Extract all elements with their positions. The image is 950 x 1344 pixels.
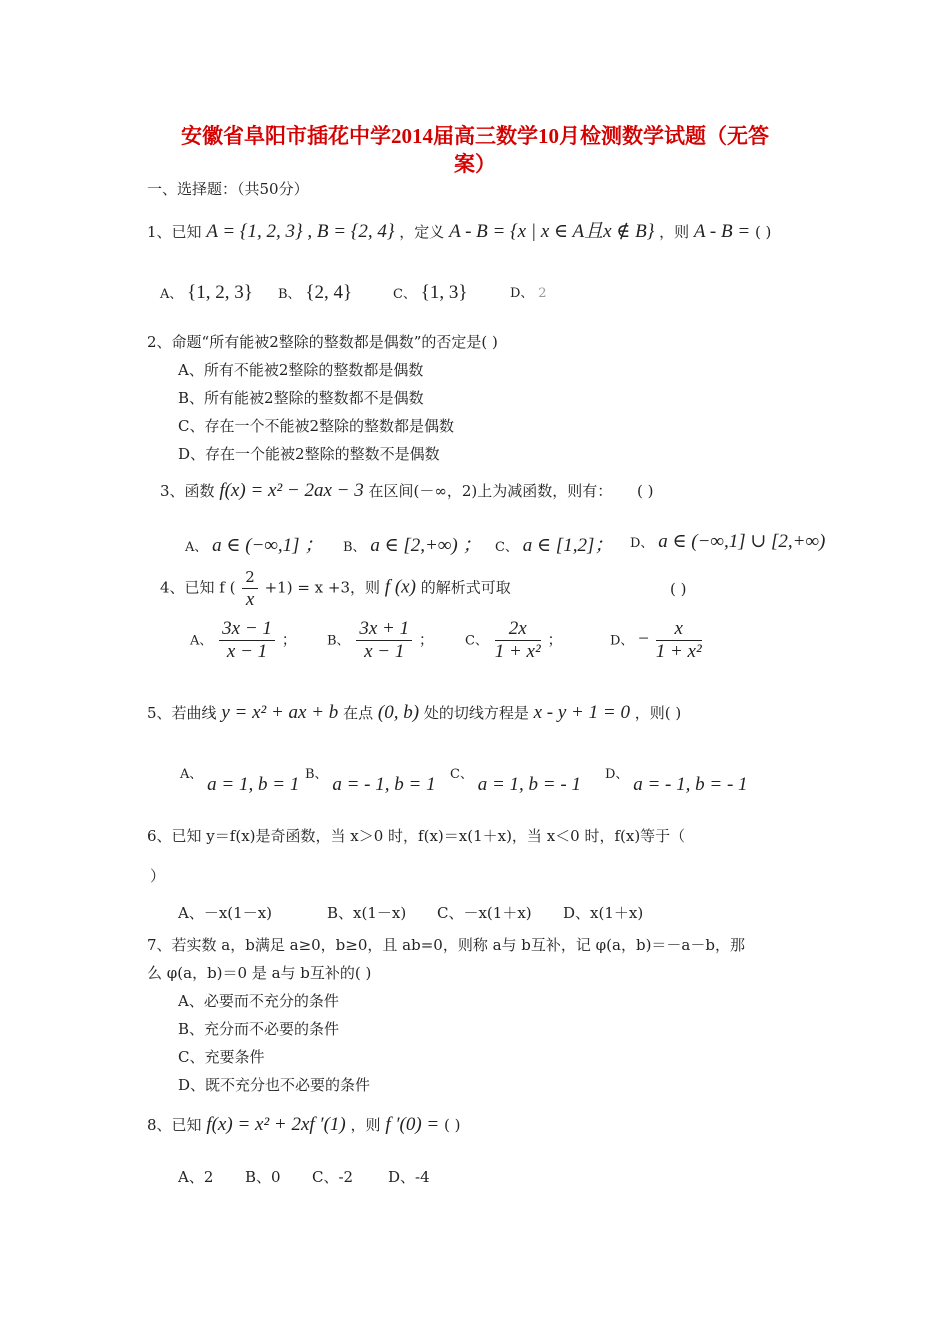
option-value: a ∈ (−∞,1] ；: [212, 535, 324, 556]
q4-option-b: [327, 618, 434, 663]
q4-suffix: 的解析式可取: [420, 578, 511, 597]
q6-option-c: C、－x(1＋x): [437, 904, 532, 922]
option-fraction: [219, 618, 275, 663]
q2-option-c: C、存在一个不能被2整除的整数都是偶数: [178, 417, 455, 435]
q4-fraction: [242, 566, 258, 611]
fraction-numerator: 3x + 1: [356, 618, 412, 641]
q4-mid: +1) = x +3，则: [264, 578, 381, 597]
q6-option-b: B、x(1－x): [327, 904, 407, 922]
option-label: A、: [190, 633, 213, 649]
option-label: C、: [495, 540, 518, 555]
q3-option-c: [495, 530, 613, 557]
q6-stem-close: ）: [150, 867, 166, 885]
q1-definition: A - B = {x | x ∈ A且x ∉ B}: [449, 221, 655, 242]
option-label: B、: [343, 540, 366, 555]
q4-option-d: [610, 618, 704, 663]
q8-option-b: B、0: [245, 1168, 281, 1186]
q5-suffix: ，则( ): [634, 704, 682, 722]
q5-mid2: 处的切线方程是: [423, 704, 529, 722]
q2-stem: 2、命题“所有能被2整除的整数都是偶数”的否定是( ): [147, 333, 498, 351]
q4-fx: f (x): [384, 576, 416, 598]
q8-answer-paren: ( ): [444, 1116, 461, 1134]
option-value: 2: [538, 286, 547, 301]
option-value: a ∈ [1,2]；: [522, 535, 614, 556]
fraction-denominator: x − 1: [364, 641, 405, 662]
option-label: A、: [185, 540, 208, 555]
q1-sets: A = {1, 2, 3} , B = {2, 4}: [206, 221, 395, 242]
q5-option-c: [450, 762, 581, 795]
q1-prefix: 1、已知: [147, 223, 202, 241]
q4-option-a: [190, 618, 297, 663]
q1-then: ，则: [659, 223, 690, 241]
q6-stem: 6、已知 y＝f(x)是奇函数，当 x＞0 时，f(x)＝x(1＋x)，当 x＜0 时，f(x)等于（: [147, 827, 686, 845]
option-tail: ；: [418, 630, 434, 649]
option-label: C、: [465, 633, 488, 649]
q7-stem-continued: 么 φ(a，b)＝0 是 a与 b互补的( ): [147, 964, 372, 982]
q1-option-d: [510, 282, 547, 301]
q5-point: (0, b): [377, 702, 420, 723]
page-title-continued: 案）: [454, 152, 496, 176]
q2-option-a: A、所有不能被2整除的整数都是偶数: [178, 361, 424, 379]
q5-stem: [147, 702, 681, 724]
fraction-denominator: 1 + x²: [494, 641, 541, 662]
option-label: B、: [305, 767, 328, 782]
fraction-numerator: x: [656, 618, 702, 641]
q5-mid: 在点: [343, 704, 374, 722]
fraction-numerator: 2x: [495, 618, 541, 641]
option-value: {1, 2, 3}: [187, 282, 253, 303]
q7-option-d: D、既不充分也不必要的条件: [178, 1076, 371, 1094]
option-label: A、: [160, 287, 183, 302]
q5-prefix: 5、若曲线: [147, 704, 217, 722]
option-fraction: [356, 618, 412, 663]
option-tail: ；: [281, 630, 297, 649]
q1-option-a: [160, 282, 253, 304]
q8-option-a: A、2: [178, 1168, 214, 1186]
q7-option-c: C、充要条件: [178, 1048, 265, 1066]
q8-ask: f ′(0) =: [385, 1114, 440, 1135]
q7-option-a: A、必要而不充分的条件: [178, 992, 339, 1010]
q8-option-c: C、-2: [312, 1168, 354, 1186]
section-heading: 一、选择题：（共50分）: [147, 180, 309, 198]
q1-define: ，定义: [399, 223, 445, 241]
q5-curve: y = x² + ax + b: [221, 702, 339, 723]
q5-option-a: [180, 762, 300, 795]
fraction-numerator: 3x − 1: [219, 618, 275, 641]
option-fraction: [495, 618, 541, 663]
q3-stem: [160, 480, 654, 502]
fraction-denominator: x: [245, 589, 255, 610]
q1-option-b: [278, 282, 352, 304]
option-label: D、: [605, 767, 629, 782]
option-fraction: [656, 618, 702, 663]
fraction-numerator: 2: [242, 566, 258, 589]
option-value: {2, 4}: [305, 282, 353, 303]
q8-stem: [147, 1114, 461, 1136]
q5-option-d: [605, 762, 748, 795]
q3-answer-paren: ( ): [637, 482, 654, 500]
q4-prefix: 4、已知 f (: [160, 578, 236, 597]
q6-option-a: A、－x(1－x): [178, 904, 272, 922]
option-tail: ；: [547, 630, 563, 649]
q1-option-c: [393, 282, 467, 304]
q7-option-b: B、充分而不必要的条件: [178, 1020, 340, 1038]
option-value: a = 1, b = - 1: [477, 774, 581, 795]
q2-option-b: B、所有能被2整除的整数都不是偶数: [178, 389, 424, 407]
q4-answer-paren: ( ): [670, 580, 687, 598]
option-value: a ∈ (−∞,1] ∪ [2,+∞): [658, 531, 826, 552]
option-label: D、: [630, 536, 654, 551]
q8-mid: ，则: [350, 1116, 381, 1134]
q3-option-a: [185, 530, 323, 557]
option-value: a ∈ [2,+∞) ；: [370, 535, 482, 556]
q8-function: f(x) = x² + 2xf ′(1): [206, 1114, 346, 1135]
option-value: a = 1, b = 1: [207, 774, 300, 795]
q8-prefix: 8、已知: [147, 1116, 202, 1134]
q5-tangent: x - y + 1 = 0: [533, 702, 630, 723]
q3-function: f(x) = x² − 2ax − 3: [219, 480, 364, 501]
fraction-denominator: x − 1: [226, 641, 268, 662]
q4-option-c: [465, 618, 562, 663]
q8-option-d: D、-4: [388, 1168, 430, 1186]
q3-prefix: 3、函数: [160, 482, 215, 500]
q1-stem: [147, 216, 771, 243]
fraction-denominator: 1 + x²: [655, 641, 702, 662]
option-label: D、: [610, 633, 634, 649]
q3-suffix: 在区间(－∞，2)上为减函数，则有：: [368, 482, 613, 500]
option-label: B、: [327, 633, 350, 649]
q4-stem: [160, 566, 511, 611]
option-sign: −: [638, 628, 649, 650]
option-value: a = - 1, b = - 1: [633, 774, 748, 795]
option-label: A、: [180, 767, 203, 782]
option-label: D、: [510, 286, 534, 301]
option-label: C、: [450, 767, 473, 782]
q5-option-b: [305, 762, 436, 795]
q6-option-d: D、x(1＋x): [563, 904, 644, 922]
q1-expression: A - B =: [693, 221, 751, 242]
q2-option-d: D、存在一个能被2整除的整数不是偶数: [178, 445, 440, 463]
q3-option-d: [630, 530, 825, 553]
option-value: {1, 3}: [420, 282, 468, 303]
option-label: B、: [278, 287, 301, 302]
option-value: a = - 1, b = 1: [332, 774, 436, 795]
q7-stem: 7、若实数 a，b满足 a≥0，b≥0，且 ab=0，则称 a与 b互补，记 φ(a，b)＝－a－b，那: [147, 936, 745, 954]
q1-answer-paren: ( ): [754, 223, 772, 241]
option-label: C、: [393, 287, 416, 302]
page-title: 安徽省阜阳市插花中学2014届高三数学10月检测数学试题（无答: [181, 124, 769, 148]
q3-option-b: [343, 530, 482, 557]
